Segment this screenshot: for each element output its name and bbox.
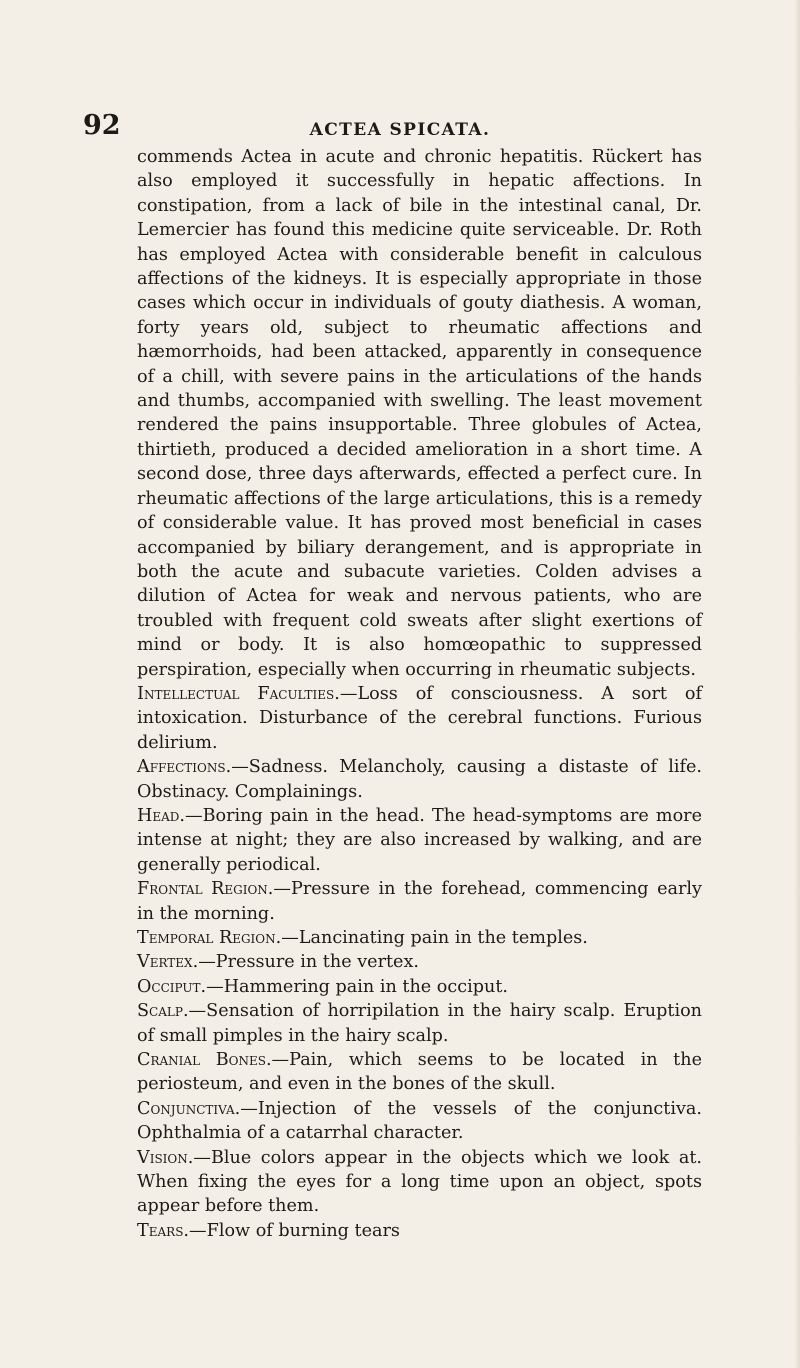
running-head: ACTEA SPICATA. <box>309 120 491 140</box>
body-text <box>137 145 702 1243</box>
symptom-text: —Blue colors appear in the objects which we look at. When fixing the eyes for a long time upon an object, spots appear before them. <box>137 1147 702 1217</box>
page-edge-shadow <box>794 0 800 1368</box>
symptom-heading: Conjunctiva. <box>137 1098 241 1119</box>
symptom-heading: Intellectual Faculties. <box>137 683 340 704</box>
symptom-text: —Flow of burning tears <box>189 1220 400 1241</box>
symptom-heading: Cranial Bones. <box>137 1050 272 1071</box>
symptom-entry <box>137 950 702 974</box>
symptom-entry <box>137 1146 702 1219</box>
symptom-text: —Pain, which seems to be located in the periosteum, and even in the bones of the skull. <box>137 1050 702 1095</box>
symptom-heading: Occiput. <box>137 976 207 997</box>
symptom-text: —Hammering pain in the occiput. <box>206 976 508 997</box>
symptom-entry <box>137 755 702 804</box>
page-number: 92 <box>83 110 121 141</box>
symptom-text: —Boring pain in the head. The head-symptoms are more intense at night; they are also increased by walking, and are generally periodical. <box>137 805 702 875</box>
intro-paragraph: commends Actea in acute and chronic hepatitis. Rückert has also employed it successfully in hepatic affections. In constipation, from a lack of bile in the intestinal canal, Dr. Lemercier has found this medicine quite serviceable. Dr. Roth has employed Actea with considerable benefit in calculous affections of the kidneys. It is especially appropriate in those cases which occur in individuals of gouty diathesis. A woman, forty years old, subject to rheumatic affections and hæmorrhoids, had been attacked, apparently in consequence of a chill, with severe pains in the articulations of the hands and thumbs, accompanied with swelling. The least movement rendered the pains insupportable. Three globules of Actea, thirtieth, produced a decided amelioration in a short time. A second dose, three days afterwards, effected a perfect cure. In rheumatic affections of the large articulations, this is a remedy of considerable value. It has proved most beneficial in cases accompanied by biliary derangement, and is appropriate in both the acute and subacute varieties. Colden advises a dilution of Actea for weak and nervous patients, who are troubled with frequent cold sweats after slight exertions of mind or body. It is also homœopathic to suppressed perspiration, especially when occurring in rheumatic subjects. <box>137 147 702 680</box>
symptom-text: —Sadness. Melancholy, causing a distaste of life. Obstinacy. Complainings. <box>137 757 702 802</box>
symptom-text: —Sensation of horripilation in the hairy scalp. Eruption of small pimples in the hairy scalp. <box>137 1001 702 1046</box>
symptom-entry <box>137 975 702 999</box>
symptom-heading: Temporal Region. <box>137 928 282 948</box>
symptom-text: —Pressure in the forehead, commencing early in the morning. <box>137 879 702 924</box>
symptom-entry <box>137 877 702 926</box>
symptom-entry <box>137 1048 702 1097</box>
symptom-text: —Pressure in the vertex. <box>198 952 419 973</box>
symptom-entry <box>137 682 702 755</box>
symptom-entry <box>137 804 702 877</box>
symptom-heading: Vision. <box>137 1147 194 1168</box>
symptom-entry <box>137 1097 702 1146</box>
symptom-entry <box>137 926 702 950</box>
symptom-heading: Head. <box>137 805 185 826</box>
symptom-text: —Lancinating pain in the temples. <box>281 928 588 948</box>
symptom-heading: Vertex. <box>137 952 199 973</box>
symptom-text: —Loss of consciousness. A sort of intoxication. Disturbance of the cerebral functions. Furious delirium. <box>137 683 703 753</box>
symptom-text: —Injection of the vessels of the conjunctiva. Ophthalmia of a catarrhal character. <box>137 1098 702 1144</box>
symptom-entry <box>137 999 702 1048</box>
symptom-heading: Tears. <box>137 1220 190 1241</box>
symptom-heading: Affections. <box>137 757 232 778</box>
symptom-entry <box>137 1219 702 1243</box>
symptom-heading: Frontal Region. <box>137 879 274 900</box>
symptom-heading: Scalp. <box>137 1001 189 1022</box>
